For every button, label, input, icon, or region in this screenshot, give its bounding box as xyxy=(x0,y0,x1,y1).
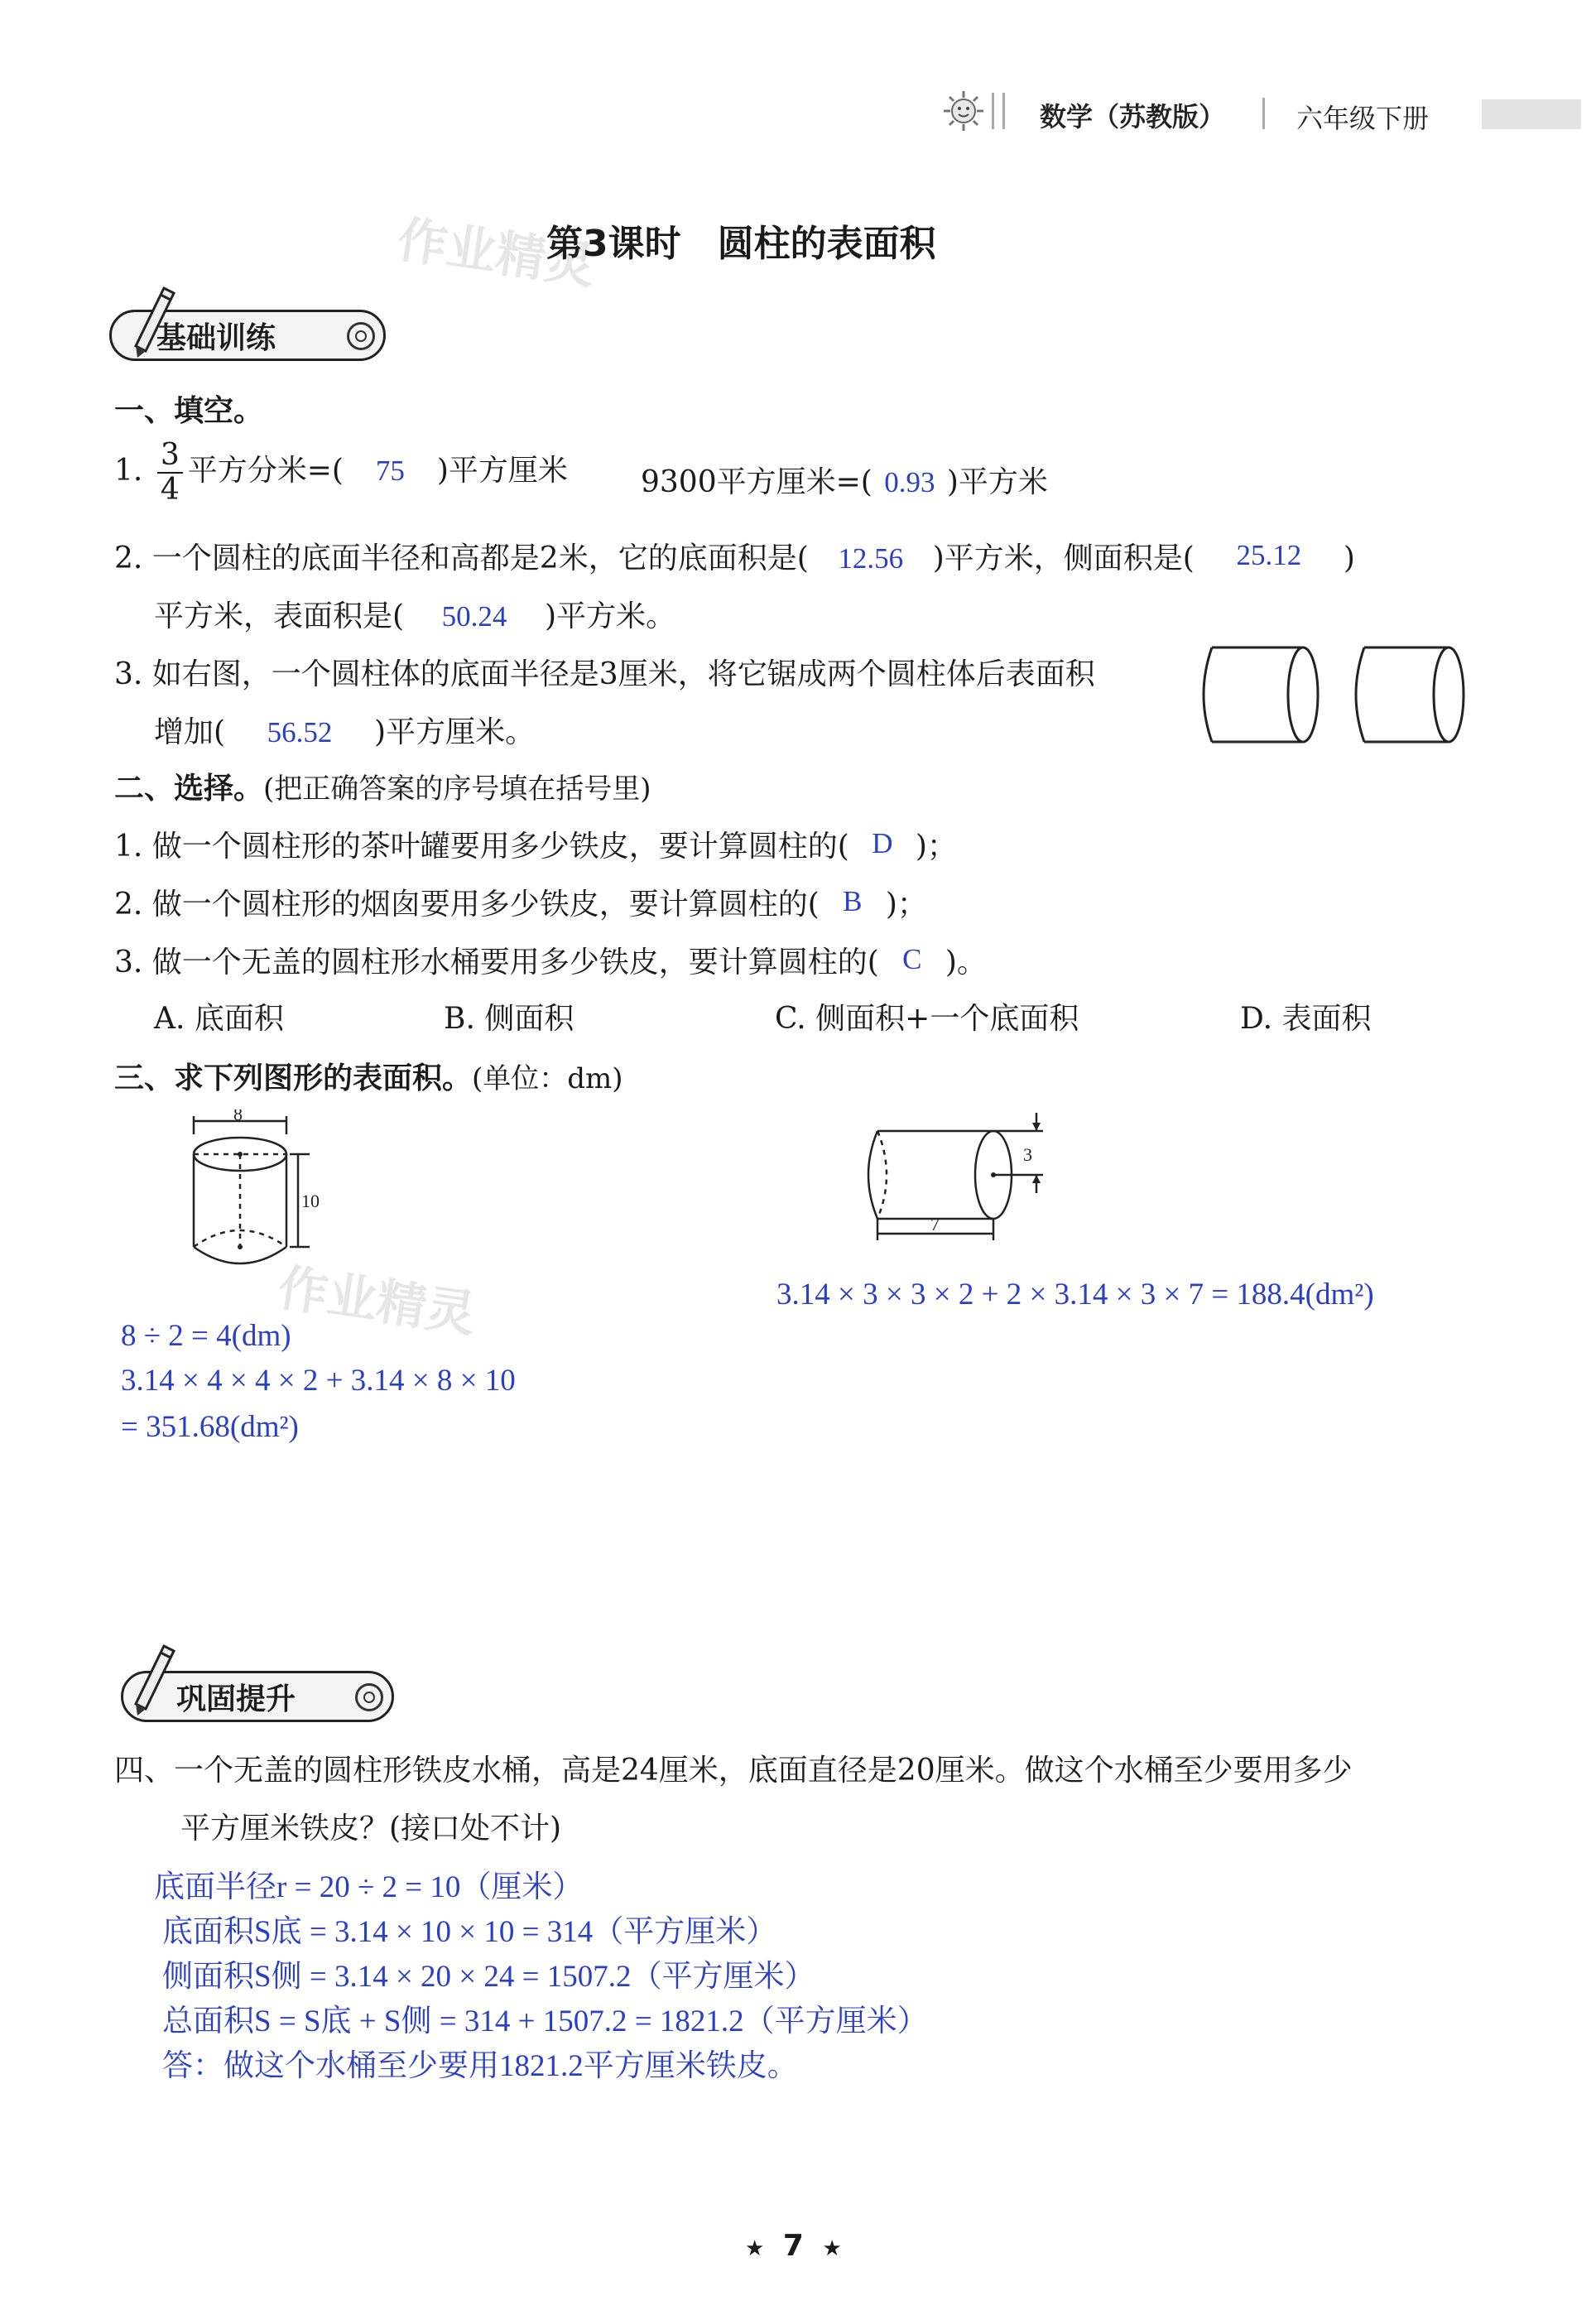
q2-line1 xyxy=(114,535,1355,577)
q1-answer1: 75 xyxy=(375,455,405,487)
fig1-height-label: 10 xyxy=(301,1191,320,1211)
q2-answer3: 50.24 xyxy=(441,600,507,633)
q1-text1: 平方分米=( xyxy=(187,454,344,488)
choice-option-d: D. 表面积 xyxy=(1240,1002,1372,1036)
page-footer xyxy=(745,2229,842,2263)
choice-q3-text: 3. 做一个无盖的圆柱形水桶要用多少铁皮，要计算圆柱的( xyxy=(114,946,879,979)
ring-icon xyxy=(347,322,375,350)
part4-sol-5: 答：做这个水桶至少要用1821.2平方厘米铁皮。 xyxy=(162,2049,798,2083)
choice-option-c: C. 侧面积+一个底面积 xyxy=(775,1002,1079,1036)
q2-answer2: 25.12 xyxy=(1236,539,1302,571)
ring-icon-2 xyxy=(355,1683,383,1711)
q2-text1: 2. 一个圆柱的底面半径和高都是2米，它的底面积是( xyxy=(114,541,809,575)
section-badge-basic-label: 基础训练 xyxy=(156,320,276,355)
q3-text3: )平方厘米。 xyxy=(374,715,536,749)
part4-sol-4: 总面积S = S底 + S侧 = 314 + 1507.2 = 1821.2（平方厘米） xyxy=(162,2004,928,2038)
choice-q2-text: 2. 做一个圆柱形的烟囱要用多少铁皮，要计算圆柱的( xyxy=(114,888,820,922)
q1-answer2: 0.93 xyxy=(884,466,935,498)
part2-heading-note: (把正确答案的序号填在括号里) xyxy=(263,772,651,806)
choice-option-a: A. 底面积 xyxy=(154,1002,284,1036)
choice-option-b: B. 侧面积 xyxy=(444,1002,574,1036)
choice-q1 xyxy=(114,823,957,865)
two-cylinders-figure xyxy=(1195,644,1477,747)
fig2-length-label: 7 xyxy=(930,1214,940,1234)
q1-fraction-denominator: 4 xyxy=(160,473,180,507)
choice-q2-answer: B xyxy=(843,885,863,917)
page-title: 第3课时 圆柱的表面积 xyxy=(546,223,936,265)
horizontal-cylinder-figure xyxy=(853,1106,1060,1247)
q3-text2: 增加( xyxy=(154,715,226,749)
star-icon-right: ★ xyxy=(822,2236,842,2261)
part2-heading-title: 二、选择。 xyxy=(114,772,264,806)
part2-heading xyxy=(114,765,651,807)
header-gray-bar xyxy=(1482,99,1581,129)
page-number: 7 xyxy=(782,2229,804,2263)
part4-line1 xyxy=(114,1747,1353,1789)
part3-heading-title: 三、求下列图形的表面积。 xyxy=(114,1061,473,1095)
fig1-diameter-label: 8 xyxy=(233,1109,243,1124)
choice-q2-end: )； xyxy=(885,888,927,922)
choice-q3 xyxy=(114,939,987,981)
choice-q1-text: 1. 做一个圆柱形的茶叶罐要用多少铁皮，要计算圆柱的( xyxy=(114,830,849,864)
choice-q1-answer: D xyxy=(872,827,893,859)
choice-q3-end: )。 xyxy=(945,946,987,979)
fig2-solution: 3.14 × 3 × 3 × 2 + 2 × 3.14 × 3 × 7 = 188.4(dm²) xyxy=(776,1278,1374,1311)
header-subject: 数学（苏教版） xyxy=(1040,101,1226,132)
q2-text2: )平方米，侧面积是( xyxy=(932,541,1195,575)
part3-heading xyxy=(114,1055,623,1097)
section-badge-consolidate-label: 巩固提升 xyxy=(176,1682,296,1716)
pencil-icon xyxy=(124,285,182,359)
q2-text5: )平方米。 xyxy=(545,599,676,633)
q1-text4: )平方米 xyxy=(946,465,1048,499)
part4-line1-text: 四、一个无盖的圆柱形铁皮水桶，高是24厘米，底面直径是20厘米。做这个水桶至少要用多少 xyxy=(114,1754,1353,1788)
header-grade: 六年级下册 xyxy=(1296,103,1430,134)
part4-sol-3: 侧面积S侧 = 3.14 × 20 × 24 = 1507.2（平方厘米） xyxy=(162,1960,815,1994)
part4-line2: 平方厘米铁皮？(接口处不计) xyxy=(180,1812,562,1846)
q1-number: 1. xyxy=(114,454,143,488)
watermark-top: 作业精灵 xyxy=(393,210,599,296)
part3-heading-note: (单位：dm) xyxy=(472,1062,623,1095)
q1-text2: )平方厘米 xyxy=(436,454,568,488)
q2-text4: 平方米，表面积是( xyxy=(154,599,405,633)
q1-fraction xyxy=(157,439,183,507)
fig2-radius-label: 3 xyxy=(1023,1144,1032,1165)
choice-q1-end: )； xyxy=(915,830,957,864)
pencil-icon-2 xyxy=(124,1643,182,1717)
fig1-solution-line3: = 351.68(dm²) xyxy=(121,1410,299,1444)
q1-fill-b xyxy=(641,459,1048,501)
q3-answer: 56.52 xyxy=(267,716,333,748)
header-sun-icon xyxy=(942,89,985,132)
q1-text3: 9300平方厘米=( xyxy=(641,465,873,499)
choice-q3-answer: C xyxy=(902,943,922,975)
star-icon-left: ★ xyxy=(745,2236,765,2261)
part4-sol-2: 底面积S底 = 3.14 × 10 × 10 = 314（平方厘米） xyxy=(162,1915,777,1949)
part1-heading: 一、填空。 xyxy=(114,394,264,428)
header-divider xyxy=(992,93,1005,129)
q1-fill xyxy=(114,439,568,507)
part4-sol-1: 底面半径r = 20 ÷ 2 = 10（厘米） xyxy=(154,1870,584,1904)
q2-text3: ) xyxy=(1343,541,1355,575)
watermark-mid: 作业精灵 xyxy=(274,1258,480,1345)
choice-q2 xyxy=(114,881,927,923)
fig1-solution-line2: 3.14 × 4 × 4 × 2 + 3.14 × 8 × 10 xyxy=(121,1364,516,1398)
header-divider-2 xyxy=(1262,98,1265,129)
q3-line2 xyxy=(154,709,535,751)
q2-answer1: 12.56 xyxy=(838,542,904,575)
q2-line2 xyxy=(154,593,675,635)
q3-line1: 3. 如右图，一个圆柱体的底面半径是3厘米，将它锯成两个圆柱体后表面积 xyxy=(114,657,1095,691)
fig1-solution-line1: 8 ÷ 2 = 4(dm) xyxy=(121,1319,291,1353)
q1-fraction-numerator: 3 xyxy=(157,439,183,474)
